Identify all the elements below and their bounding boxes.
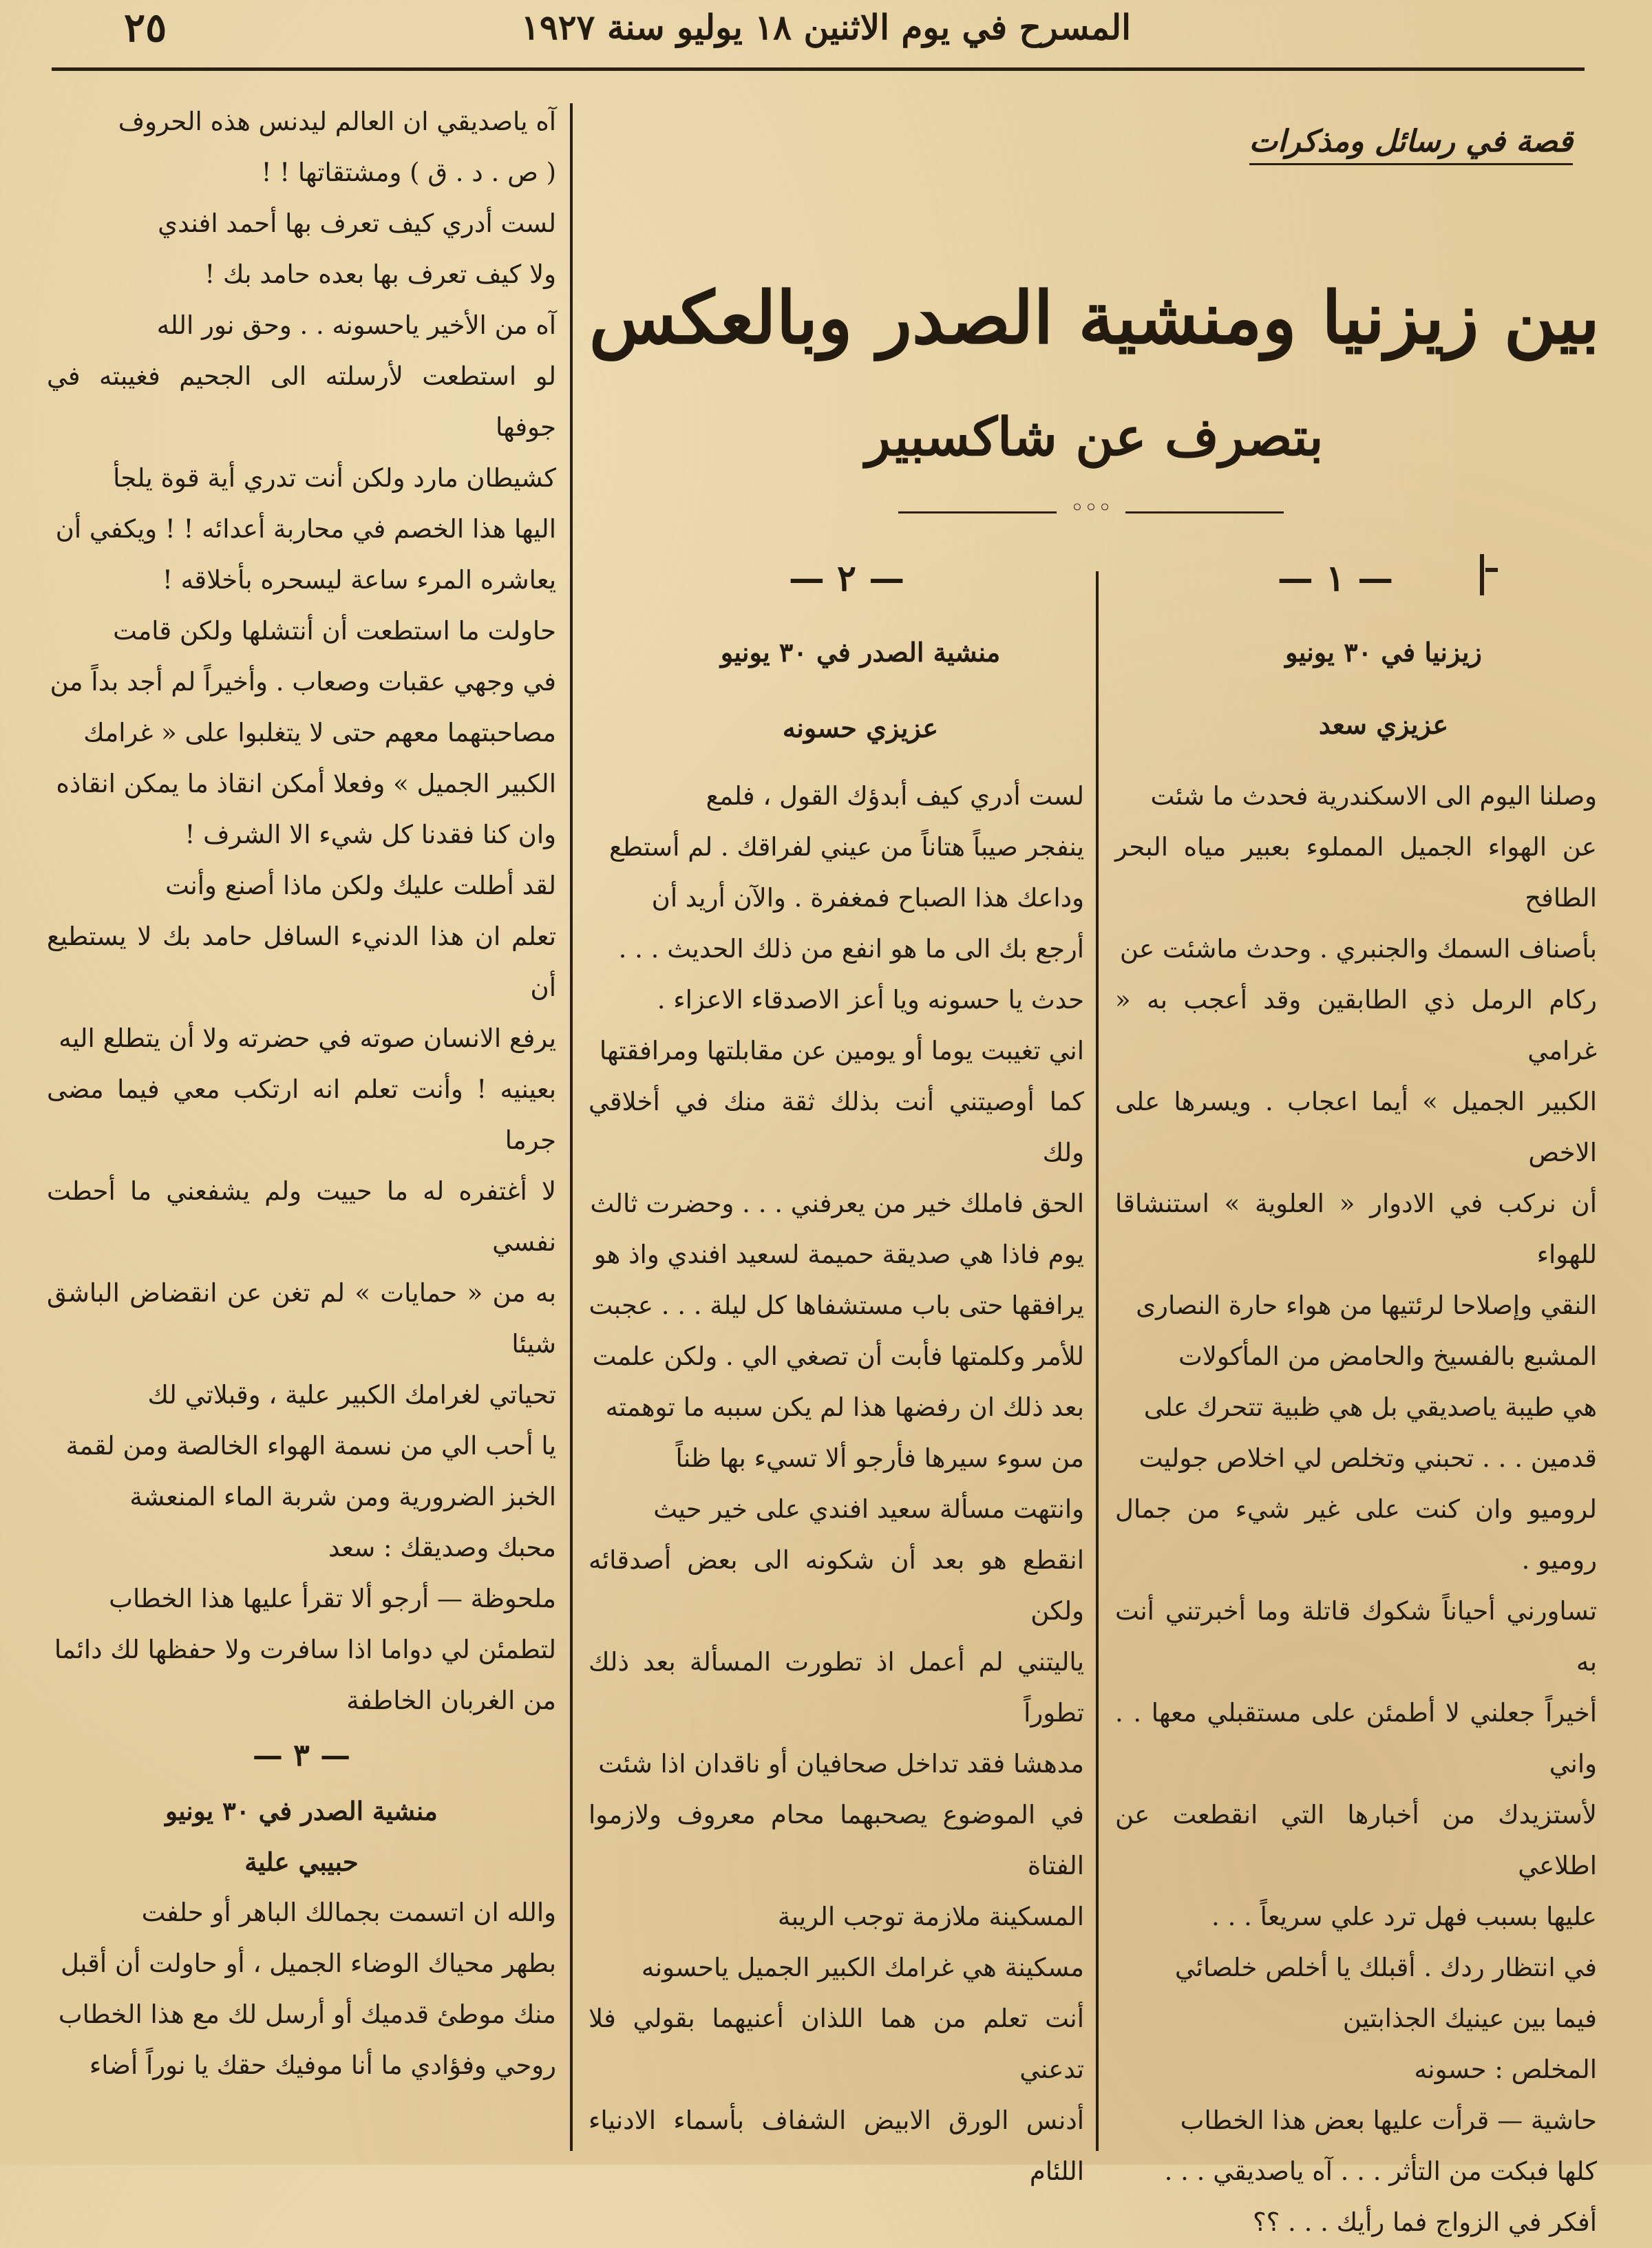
text-line: حاولت ما استطعت أن أنتشلها ولكن قامت — [113, 616, 556, 646]
text-line: لست أدري كيف تعرف بها أحمد افندي — [158, 209, 556, 238]
text-line: في الموضوع يصحبهما محام معروف ولازموا الفتاة — [589, 1800, 1084, 1880]
text-line: مصاحبتهما معهم حتى لا يتغلبوا على « غرامك — [83, 718, 556, 747]
letter3-number: — ٣ — — [252, 1738, 351, 1773]
text-line: أخيراً جعلني لا أطمئن على مستقبلي معها . . واني — [1115, 1698, 1597, 1779]
text-line: حدث يا حسونه ويا أعز الاصدقاء الاعزاء . — [657, 985, 1084, 1015]
letter1-salutation: عزيزي سعد — [1318, 709, 1449, 740]
text-line: الكبير الجميل » أيما اعجاب . ويسرها على الاخص — [1115, 1087, 1597, 1167]
ornament-dots: ◦◦◦ — [1070, 494, 1112, 522]
text-line: ( ص . د . ق ) ومشتقاتها ! ! — [261, 158, 556, 187]
text-line: قدمين . . . تحبني وتخلص لي اخلاص جوليت — [1139, 1443, 1597, 1473]
letter2-dateline: منشية الصدر في ٣٠ يونيو — [720, 637, 1001, 668]
text-line: في انتظار ردك . أقبلك يا أخلص خلصائي — [1174, 1953, 1597, 1982]
text-line: بطهر محياك الوضاء الجميل ، أو حاولت أن أقبل — [61, 1949, 556, 1978]
text-line: لست أدري كيف أبدؤك القول ، فلمع — [706, 781, 1084, 811]
text-line: يرفع الانسان صوته في حضرته ولا أن يتطلع اليه — [59, 1024, 556, 1053]
text-line: في وجهي عقبات وصعاب . وأخيراً لم أجد بداً من — [50, 667, 556, 697]
letter3-salutation: حبيبي علية — [244, 1847, 359, 1877]
text-line: لأستزيدك من أخبارها التي انقطعت عن اطلاعي — [1115, 1800, 1597, 1880]
letter3-body — [47, 1887, 556, 2091]
text-line: محبك وصديقك : سعد — [328, 1533, 556, 1562]
text-line: يعاشره المرء ساعة ليسحره بأخلاقه ! — [162, 565, 556, 595]
page-header — [41, 0, 1611, 72]
text-line: وداعك هذا الصباح فمغفرة . والآن أريد أن — [651, 883, 1084, 913]
text-line: أنت تعلم من هما اللذان أعنيهما بقولي فلا تدعني — [589, 2004, 1084, 2084]
text-line: بعد ذلك ان رفضها هذا لم يكن سببه ما توهمته — [605, 1392, 1084, 1422]
column-divider-middle — [1096, 571, 1099, 2151]
text-line: مدهشا فقد تداخل صحافيان أو ناقدان اذا شئت — [598, 1749, 1084, 1779]
text-line: آه ياصديقي ان العالم ليدنس هذه الحروف — [118, 107, 556, 136]
text-line: آه من الأخير ياحسونه . . وحق نور الله — [156, 310, 556, 340]
text-line: حاشية — قرأت عليها بعض هذا الخطاب — [1180, 2106, 1597, 2135]
section-marker-icon — [1480, 554, 1507, 595]
text-line: وصلنا اليوم الى الاسكندرية فحدث ما شئت — [1150, 781, 1597, 811]
article-headline: بين زيزنيا ومنشية الصدر وبالعكس — [589, 275, 1600, 360]
running-header-title: المسرح في يوم الاثنين ١٨ يوليو سنة ١٩٢٧ — [520, 7, 1132, 47]
text-line: ينفجر صيباً هتاناً من عيني لفراقك . لم أستطع — [608, 832, 1084, 862]
left-column — [47, 96, 556, 2091]
text-line: تساورني أحياناً شكوك قاتلة وما أخبرتني أنت به — [1115, 1596, 1597, 1677]
letter1-dateline: زيزنيا في ٣٠ يونيو — [1285, 637, 1482, 668]
text-line: ياليتني لم أعمل اذ تطورت المسألة بعد ذلك تطوراً — [589, 1647, 1084, 1728]
letter2-salutation: عزيزي حسونه — [782, 712, 939, 743]
text-line: المشبع بالفسيخ والحامض من المأكولات — [1178, 1342, 1597, 1371]
text-line: ركام الرمل ذي الطابقين وقد أعجب به « غرامي — [1115, 985, 1597, 1065]
text-line: فيما بين عينيك الجذابتين — [1342, 2004, 1597, 2033]
page-number: ٢٥ — [124, 4, 167, 51]
column-divider-left — [570, 103, 573, 2151]
text-line: انقطع هو بعد أن شكونه الى بعض أصدقائه ولكن — [589, 1545, 1084, 1626]
text-line: لو استطعت لأرسلته الى الجحيم فغيبته في جوفها — [47, 361, 556, 442]
text-line: كشيطان مارد ولكن أنت تدري أية قوة يلجأ — [113, 463, 556, 493]
text-line: ولا كيف تعرف بها بعده حامد بك ! — [204, 259, 556, 289]
text-line: أدنس الورق الابيض الشفاف بأسماء الادنياء اللئام — [589, 2106, 1084, 2186]
text-line: أن نركب في الادوار « العلوية » استنشاقا للهواء — [1115, 1189, 1597, 1269]
text-line: يوم فاذا هي صديقة حميمة لسعيد افندي واذ هو — [593, 1240, 1084, 1269]
text-line: اني تغيبت يوما أو يومين عن مقابلتها ومرافقتها — [599, 1036, 1084, 1065]
text-line: كلها فبكت من التأثر . . . آه ياصديقي . . . — [1164, 2156, 1597, 2186]
text-line: الحق فاملك خير من يعرفني . . . وحضرت ثالث — [590, 1189, 1084, 1218]
text-line: تعلم ان هذا الدنيء السافل حامد بك لا يستطيع أن — [47, 922, 556, 1002]
text-line: الكبير الجميل » وفعلا أمكن انقاذ ما يمكن انقاذه — [56, 769, 556, 798]
text-line: يرافقها حتى باب مستشفاها كل ليلة . . . عجبت — [589, 1291, 1084, 1320]
text-line: والله ان اتسمت بجمالك الباهر أو حلفت — [141, 1898, 556, 1927]
text-line: المسكينة ملازمة توجب الريبة — [777, 1902, 1084, 1931]
text-line: مسكينة هي غرامك الكبير الجميل ياحسونه — [641, 1953, 1084, 1982]
text-line: وانتهت مسألة سعيد افندي على خير حيث — [653, 1494, 1084, 1524]
text-line: اليها هذا الخصم في محاربة أعدائه ! ! ويكفي أن — [55, 514, 556, 544]
text-line: النقي وإصلاحا لرئتيها من هواء حارة النصارى — [1136, 1291, 1597, 1320]
text-line: لتطمئن لي دواما اذا سافرت ولا حفظها لك دائما — [54, 1635, 556, 1664]
text-line: ملحوظة — أرجو ألا تقرأ عليها هذا الخطاب — [109, 1584, 556, 1613]
text-line: للأمر وكلمتها فأبت أن تصغي الي . ولكن علمت — [592, 1342, 1084, 1371]
text-line: به من « حمايات » لم تغن عن انقضاض الباشق شيئا — [47, 1278, 556, 1359]
text-line: عن الهواء الجميل المملوء بعبير مياه البحر الطافح — [1115, 832, 1597, 913]
article-kicker: قصة في رسائل ومذكرات — [1249, 124, 1573, 165]
text-line: من الغربان الخاطفة — [346, 1686, 556, 1715]
header-rule — [52, 67, 1585, 71]
text-line: منك موطئ قدميك أو أرسل لك مع هذا الخطاب — [58, 2000, 556, 2029]
text-line: الخبز الضرورية ومن شربة الماء المنعشة — [129, 1482, 556, 1512]
text-line: روحي وفؤادي ما أنا موفيك حقك يا نوراً أضاء — [89, 2050, 556, 2080]
text-line: أرجع بك الى ما هو انفع من ذلك الحديث . . . — [618, 934, 1084, 964]
ornament-divider — [898, 494, 1284, 523]
text-line: عليها بسبب فهل ترد علي سريعاً . . . — [1211, 1902, 1597, 1931]
text-line: بعينيه ! وأنت تعلم انه ارتكب معي فيما مضى جرما — [47, 1074, 556, 1155]
left-column-body — [47, 96, 556, 1726]
text-line: وان كنا فقدنا كل شيء الا الشرف ! — [184, 820, 556, 849]
article-subheadline: بتصرف عن شاكسبير — [865, 406, 1324, 467]
text-line: بأصناف السمك والجنبري . وحدث ماشئت عن — [1119, 934, 1597, 964]
letter2-number: — ٢ — — [788, 558, 905, 600]
text-line: لروميو وان كنت على غير شيء من جمال روميو . — [1115, 1494, 1597, 1575]
text-line: تحياتي لغرامك الكبير علية ، وقبلاتي لك — [147, 1380, 556, 1410]
text-line: المخلص : حسونه — [1414, 2055, 1597, 2084]
text-line: لقد أطلت عليك ولكن ماذا أصنع وأنت — [165, 871, 556, 900]
text-line: أفكر في الزواج فما رأيك . . . ؟؟ — [1253, 2207, 1597, 2237]
text-line: هي طيبة ياصديقي بل هي ظبية تتحرك على — [1143, 1392, 1597, 1422]
text-line: من سوء سيرها فأرجو ألا تسيء بها ظناً — [675, 1443, 1084, 1473]
letter3-dateline: منشية الصدر في ٣٠ يونيو — [165, 1796, 438, 1826]
letter1-number: — ١ — — [1277, 558, 1394, 600]
text-line: يا أحب الي من نسمة الهواء الخالصة ومن لقمة — [65, 1431, 556, 1461]
letter2-body — [589, 771, 1084, 2197]
text-line: لا أغتفره له ما حييت ولم يشفعني ما أحطت نفسي — [47, 1176, 556, 1257]
text-line: كما أوصيتني أنت بذلك ثقة منك في أخلاقي ولك — [589, 1087, 1084, 1167]
letter1-body — [1115, 771, 1597, 2248]
